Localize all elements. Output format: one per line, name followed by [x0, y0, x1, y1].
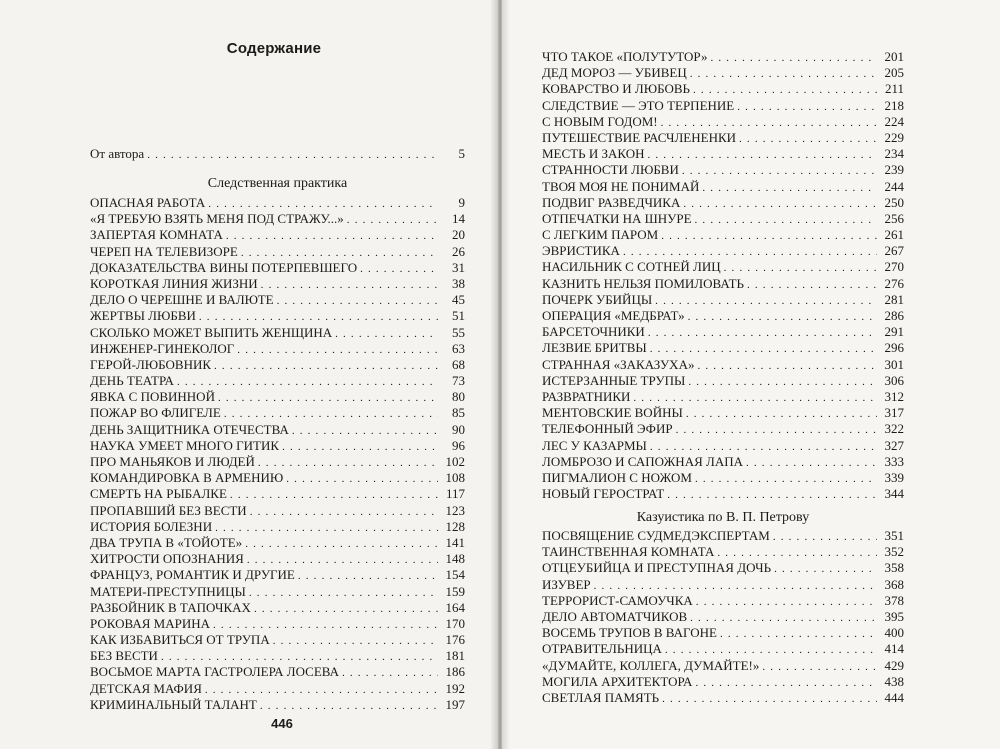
page-number: 446 [271, 716, 293, 731]
toc-entry-page: 14 [452, 211, 465, 227]
toc-entry [90, 227, 465, 243]
toc-entry-title: КОВАРСТВО И ЛЮБОВЬ [542, 81, 691, 97]
toc-leader-dots [205, 681, 438, 698]
toc-entry [90, 244, 465, 260]
toc-entry [542, 324, 904, 340]
toc-entry-page: 378 [884, 592, 904, 608]
toc-leader-dots [695, 211, 877, 228]
toc-leader-dots [693, 81, 877, 98]
toc-entry-page: 85 [452, 405, 465, 421]
toc-leader-dots [214, 357, 438, 374]
toc-entry-title: ПРОПАВШИЙ БЕЗ ВЕСТИ [90, 502, 247, 518]
toc-entry [542, 389, 904, 405]
toc-entry [542, 577, 904, 593]
toc-leader-dots [208, 195, 438, 212]
toc-leader-dots [665, 641, 877, 658]
toc-leader-dots [737, 98, 877, 115]
toc-leader-dots [695, 470, 877, 487]
toc-entry-title: ДЕД МОРОЗ — УБИВЕЦ [542, 65, 687, 81]
toc-entry-page: 96 [452, 437, 465, 453]
toc-entry-page: 306 [884, 372, 904, 388]
toc-entry-page: 327 [884, 437, 904, 453]
toc-entry-title: ПРО МАНЬЯКОВ И ЛЮДЕЙ [90, 454, 255, 469]
toc-list-casuistry [542, 528, 904, 706]
toc-entry [90, 519, 465, 535]
toc-entry [90, 211, 465, 227]
toc-entry-title: ПИГМАЛИОН С НОЖОМ [542, 469, 692, 485]
toc-leader-dots [762, 658, 877, 675]
toc-entry [90, 470, 465, 486]
toc-leader-dots [292, 422, 438, 439]
toc-entry-title: СКОЛЬКО МОЖЕТ ВЫПИТЬ ЖЕНЩИНА [90, 324, 333, 340]
toc-leader-dots [724, 259, 877, 276]
toc-entry-page: 250 [884, 194, 904, 210]
toc-leader-dots [774, 560, 877, 577]
toc-entry-page: 344 [884, 486, 904, 502]
toc-entry-title: От автора [90, 146, 145, 161]
toc-leader-dots [199, 308, 438, 325]
toc-entry-title: РОКОВАЯ МАРИНА [90, 615, 211, 631]
toc-entry [90, 389, 465, 405]
toc-leader-dots [249, 584, 438, 601]
toc-leader-dots [690, 609, 877, 626]
toc-entry [542, 560, 904, 576]
toc-entry-title: РАЗВРАТНИКИ [542, 388, 631, 404]
toc-leader-dots [676, 421, 877, 438]
toc-entry [542, 65, 904, 81]
toc-entry [542, 340, 904, 356]
toc-entry-page: 317 [884, 405, 904, 421]
toc-entry-title: ПОЖАР ВО ФЛИГЕЛЕ [90, 405, 221, 421]
toc-entry [90, 681, 465, 697]
toc-entry-title: ДЕЛО АВТОМАТЧИКОВ [542, 608, 688, 624]
toc-entry-page: 429 [884, 657, 904, 673]
toc-entry-page: 301 [884, 356, 904, 372]
toc-entry-page: 73 [452, 373, 465, 389]
toc-entry-title: ФРАНЦУЗ, РОМАНТИК И ДРУГИЕ [90, 567, 295, 583]
section-title-practice: Следственная практика [207, 176, 348, 191]
toc-entry [90, 551, 465, 567]
toc-leader-dots [342, 664, 438, 681]
toc-leader-dots [335, 325, 438, 342]
toc-entry-page: 90 [452, 421, 465, 437]
toc-entry-page: 80 [452, 389, 465, 405]
toc-entry [542, 373, 904, 389]
toc-leader-dots [258, 454, 438, 471]
toc-entry-title: ТАИНСТВЕННАЯ КОМНАТА [542, 544, 715, 560]
toc-leader-dots [650, 340, 877, 357]
toc-entry [90, 341, 465, 357]
toc-entry-title: С ЛЕГКИМ ПАРОМ [542, 227, 659, 243]
toc-entry-page: 234 [884, 146, 904, 162]
toc-entry-page: 176 [445, 632, 465, 648]
toc-entry-title: С НОВЫМ ГОДОМ! [542, 113, 658, 129]
toc-leader-dots [360, 260, 438, 277]
toc-entry-title: ПОСВЯЩЕНИЕ СУДМЕДЭКСПЕРТАМ [542, 528, 770, 543]
toc-entry-page: 296 [884, 340, 904, 356]
toc-entry-page: 244 [884, 178, 904, 194]
toc-leader-dots [720, 625, 877, 642]
toc-entry [542, 195, 904, 211]
toc-entry [90, 260, 465, 276]
toc-entry [542, 179, 904, 195]
toc-leader-dots [147, 146, 438, 163]
toc-entry-page: 286 [884, 308, 904, 323]
toc-leader-dots [710, 49, 877, 66]
toc-leader-dots [688, 308, 877, 325]
toc-entry-title: ОПЕРАЦИЯ «МЕДБРАТ» [542, 308, 685, 323]
toc-entry-page: 358 [884, 560, 904, 576]
toc-entry [542, 98, 904, 114]
toc-entry [90, 308, 465, 324]
toc-entry-page: 38 [452, 275, 465, 291]
toc-leader-dots [250, 503, 438, 520]
toc-entry-page: 170 [445, 615, 465, 631]
toc-entry-title: ТЕРРОРИСТ-САМОУЧКА [542, 592, 693, 608]
toc-entry-title: МЕНТОВСКИЕ ВОЙНЫ [542, 405, 683, 421]
toc-leader-dots [746, 454, 877, 471]
toc-entry [542, 243, 904, 259]
toc-entry-page: 205 [884, 65, 904, 81]
toc-entry-title: ПОДВИГ РАЗВЕДЧИКА [542, 194, 681, 210]
toc-entry-page: 281 [884, 291, 904, 307]
toc-leader-dots [661, 114, 877, 131]
toc-leader-dots [655, 292, 877, 309]
toc-entry [90, 503, 465, 519]
toc-entry-page: 31 [452, 259, 465, 275]
toc-entry-page: 45 [452, 292, 465, 308]
toc-entry-title: ЛЕЗВИЕ БРИТВЫ [542, 340, 647, 356]
toc-entry [90, 664, 465, 680]
toc-entry-title: ПУТЕШЕСТВИЕ РАСЧЛЕНЕНКИ [542, 129, 737, 145]
toc-entry-title: «ДУМАЙТЕ, КОЛЛЕГА, ДУМАЙТЕ!» [542, 657, 760, 673]
toc-leader-dots [286, 470, 438, 487]
toc-entry-title: КРИМИНАЛЬНЫЙ ТАЛАНТ [90, 696, 257, 712]
toc-entry-title: ОПАСНАЯ РАБОТА [90, 195, 206, 210]
toc-entry-page: 256 [884, 210, 904, 226]
toc-entry [542, 276, 904, 292]
toc-entry-page: 201 [884, 49, 904, 64]
toc-entry [542, 308, 904, 324]
toc-entry [90, 567, 465, 583]
toc-entry-title: МАТЕРИ-ПРЕСТУПНИЦЫ [90, 583, 246, 599]
toc-entry [90, 325, 465, 341]
toc-leader-dots [226, 227, 438, 244]
toc-entry [542, 641, 904, 657]
toc-entry-title: ВОСЬМОЕ МАРТА ГАСТРОЛЕРА ЛОСЕВА [90, 664, 339, 680]
toc-leader-dots [161, 648, 438, 665]
toc-entry [90, 357, 465, 373]
toc-entry-title: ГЕРОЙ-ЛЮБОВНИК [90, 356, 212, 372]
toc-entry [90, 195, 465, 211]
toc-entry [90, 584, 465, 600]
toc-leader-dots [683, 195, 877, 212]
toc-entry-title: ПОЧЕРК УБИЙЦЫ [542, 291, 653, 307]
toc-entry [90, 648, 465, 664]
toc-entry-page: 108 [445, 470, 465, 486]
intro-entry [90, 146, 465, 162]
toc-leader-dots [648, 146, 878, 163]
toc-entry-page: 267 [884, 243, 904, 259]
toc-entry-title: ДЕТСКАЯ МАФИЯ [90, 680, 202, 696]
toc-leader-dots [667, 486, 877, 503]
toc-entry [90, 616, 465, 632]
toc-leader-dots [213, 616, 438, 633]
toc-entry [542, 658, 904, 674]
toc-entry-title: ТВОЯ МОЯ НЕ ПОНИМАЙ [542, 178, 700, 194]
toc-entry [542, 146, 904, 162]
toc-list-left [90, 195, 465, 713]
toc-entry-page: 154 [445, 567, 465, 583]
contents-title: Содержание [226, 40, 322, 57]
toc-entry-page: 26 [452, 243, 465, 259]
toc-entry-page: 55 [452, 324, 465, 340]
toc-leader-dots [224, 405, 438, 422]
toc-entry [542, 593, 904, 609]
toc-entry-title: ЛОМБРОЗО И САПОЖНАЯ ЛАПА [542, 453, 743, 469]
toc-entry [542, 227, 904, 243]
toc-leader-dots [688, 373, 877, 390]
toc-entry-title: «Я ТРЕБУЮ ВЗЯТЬ МЕНЯ ПОД СТРАЖУ...» [90, 211, 344, 227]
toc-entry [542, 357, 904, 373]
toc-entry-page: 181 [445, 648, 465, 664]
toc-entry-title: ИНЖЕНЕР-ГИНЕКОЛОГ [90, 340, 235, 356]
toc-entry-title: КОРОТКАЯ ЛИНИЯ ЖИЗНИ [90, 275, 258, 291]
toc-entry-page: 229 [884, 129, 904, 145]
toc-entry [90, 454, 465, 470]
toc-entry-page: 438 [884, 673, 904, 689]
toc-entry [542, 130, 904, 146]
toc-leader-dots [623, 243, 877, 260]
toc-entry-page: 333 [884, 453, 904, 469]
toc-entry-title: СМЕРТЬ НА РЫБАЛКЕ [90, 486, 227, 502]
toc-leader-dots [298, 567, 438, 584]
toc-leader-dots [697, 357, 877, 374]
toc-leader-dots [633, 389, 877, 406]
toc-leader-dots [230, 486, 438, 503]
toc-entry-title: ВОСЕМЬ ТРУПОВ В ВАГОНЕ [542, 625, 717, 641]
toc-leader-dots [261, 276, 438, 293]
toc-entry-page: 239 [884, 162, 904, 178]
toc-entry-title: МЕСТЬ И ЗАКОН [542, 146, 645, 162]
toc-entry-page: 117 [445, 486, 465, 502]
toc-entry [90, 373, 465, 389]
toc-leader-dots [661, 227, 877, 244]
toc-entry-page: 123 [445, 502, 465, 518]
toc-leader-dots [747, 276, 877, 293]
toc-entry-page: 276 [884, 275, 904, 291]
toc-entry-page: 444 [884, 689, 904, 705]
toc-entry [542, 454, 904, 470]
toc-entry-title: ЖЕРТВЫ ЛЮБВИ [90, 308, 196, 324]
toc-entry-page: 63 [452, 340, 465, 356]
toc-entry-page: 368 [884, 576, 904, 592]
toc-entry-title: БЕЗ ВЕСТИ [90, 648, 158, 664]
toc-entry-page: 141 [445, 534, 465, 550]
toc-entry [90, 486, 465, 502]
toc-entry-page: 395 [884, 608, 904, 624]
toc-entry-page: 159 [445, 583, 465, 599]
toc-entry [90, 535, 465, 551]
toc-entry-page: 400 [884, 625, 904, 641]
toc-leader-dots [177, 373, 438, 390]
book-gutter [490, 0, 510, 749]
toc-entry-title: ЗАПЕРТАЯ КОМНАТА [90, 227, 223, 243]
toc-entry [542, 292, 904, 308]
toc-leader-dots [686, 405, 877, 422]
toc-leader-dots [273, 632, 438, 649]
toc-entry [542, 486, 904, 502]
toc-leader-dots [241, 244, 438, 261]
toc-entry-title: СТРАННОСТИ ЛЮБВИ [542, 162, 679, 178]
toc-entry [542, 49, 904, 65]
toc-entry-title: ЧЕРЕП НА ТЕЛЕВИЗОРЕ [90, 243, 238, 259]
toc-leader-dots [260, 697, 438, 714]
toc-leader-dots [594, 577, 877, 594]
toc-entry-title: ЯВКА С ПОВИННОЙ [90, 389, 215, 405]
toc-entry [542, 162, 904, 178]
toc-entry-title: ДВА ТРУПА В «ТОЙОТЕ» [90, 534, 243, 550]
toc-leader-dots [739, 130, 877, 147]
toc-entry-page: 68 [452, 356, 465, 372]
toc-entry-page: 261 [884, 227, 904, 243]
toc-entry-title: МОГИЛА АРХИТЕКТОРА [542, 673, 693, 689]
toc-leader-dots [650, 438, 877, 455]
toc-entry-title: ЧТО ТАКОЕ «ПОЛУТУТОР» [542, 49, 708, 64]
toc-entry-page: 9 [458, 195, 465, 210]
toc-leader-dots [696, 593, 877, 610]
toc-entry [542, 81, 904, 97]
toc-entry-page: 291 [884, 324, 904, 340]
toc-entry [542, 438, 904, 454]
toc-leader-dots [215, 519, 438, 536]
toc-entry-title: НАУКА УМЕЕТ МНОГО ГИТИК [90, 437, 280, 453]
toc-entry-title: ОТРАВИТЕЛЬНИЦА [542, 641, 662, 657]
toc-leader-dots [648, 324, 877, 341]
toc-entry-page: 322 [884, 421, 904, 437]
toc-leader-dots [717, 544, 877, 561]
toc-entry-title: ЛЕС У КАЗАРМЫ [542, 437, 647, 453]
toc-leader-dots [277, 292, 438, 309]
toc-entry [542, 690, 904, 706]
toc-entry [542, 528, 904, 544]
toc-leader-dots [702, 179, 877, 196]
toc-entry-title: ИСТЕРЗАННЫЕ ТРУПЫ [542, 372, 686, 388]
toc-entry [542, 470, 904, 486]
toc-entry [542, 114, 904, 130]
toc-entry [90, 405, 465, 421]
toc-entry [90, 276, 465, 292]
toc-entry-page: 51 [452, 308, 465, 324]
toc-entry-page: 352 [884, 544, 904, 560]
toc-entry [90, 697, 465, 713]
toc-entry-page: 186 [445, 664, 465, 680]
toc-leader-dots [247, 551, 438, 568]
toc-entry-title: ДЕНЬ ТЕАТРА [90, 373, 174, 389]
toc-entry-title: КОМАНДИРОВКА В АРМЕНИЮ [90, 470, 284, 486]
toc-entry-title: НАСИЛЬНИК С СОТНЕЙ ЛИЦ [542, 259, 721, 275]
toc-leader-dots [282, 438, 438, 455]
toc-entry-title: ХИТРОСТИ ОПОЗНАНИЯ [90, 551, 244, 567]
toc-entry-title: ДЕНЬ ЗАЩИТНИКА ОТЕЧЕСТВА [90, 421, 289, 437]
toc-entry [542, 544, 904, 560]
toc-leader-dots [245, 535, 438, 552]
toc-entry [90, 292, 465, 308]
toc-entry-title: ИСТОРИЯ БОЛЕЗНИ [90, 518, 213, 534]
toc-leader-dots [237, 341, 438, 358]
toc-entry-title: ТЕЛЕФОННЫЙ ЭФИР [542, 421, 673, 437]
toc-entry-title: ЭВРИСТИКА [542, 243, 620, 259]
toc-leader-dots [695, 674, 877, 691]
toc-leader-dots [662, 690, 877, 707]
toc-leader-dots [347, 211, 438, 228]
toc-entry [542, 625, 904, 641]
toc-entry [90, 632, 465, 648]
toc-entry-title: НОВЫЙ ГЕРОСТРАТ [542, 486, 665, 502]
toc-entry-page: 414 [884, 641, 904, 657]
toc-leader-dots [218, 389, 438, 406]
toc-entry-page: 20 [452, 227, 465, 243]
toc-entry-page: 192 [445, 680, 465, 696]
toc-entry-title: СВЕТЛАЯ ПАМЯТЬ [542, 689, 660, 705]
toc-entry-title: ОТПЕЧАТКИ НА ШНУРЕ [542, 210, 692, 226]
toc-leader-dots [254, 600, 438, 617]
toc-entry-title: СТРАННАЯ «ЗАКАЗУХА» [542, 356, 695, 372]
toc-leader-dots [773, 528, 877, 545]
toc-entry-page: 197 [445, 696, 465, 712]
toc-entry-page: 339 [884, 469, 904, 485]
toc-entry-title: ОТЦЕУБИЙЦА И ПРЕСТУПНАЯ ДОЧЬ [542, 560, 772, 576]
toc-entry-title: РАЗБОЙНИК В ТАПОЧКАХ [90, 599, 251, 615]
toc-entry-title: КАК ИЗБАВИТЬСЯ ОТ ТРУПА [90, 632, 270, 648]
toc-entry-page: 312 [884, 388, 904, 404]
toc-entry-page: 128 [445, 518, 465, 534]
toc-entry [90, 600, 465, 616]
toc-entry-title: КАЗНИТЬ НЕЛЬЗЯ ПОМИЛОВАТЬ [542, 275, 744, 291]
toc-entry [90, 438, 465, 454]
toc-entry-title: ДЕЛО О ЧЕРЕШНЕ И ВАЛЮТЕ [90, 292, 274, 308]
toc-entry-page: 224 [884, 113, 904, 129]
toc-entry-title: БАРСЕТОЧНИКИ [542, 324, 645, 340]
toc-entry [542, 259, 904, 275]
toc-entry-page: 270 [884, 259, 904, 275]
toc-entry-page: 218 [884, 97, 904, 113]
toc-entry-page: 211 [884, 81, 904, 97]
toc-entry-title: ИЗУВЕР [542, 576, 591, 592]
toc-entry-intro [90, 146, 465, 162]
toc-entry [542, 609, 904, 625]
toc-entry [542, 211, 904, 227]
toc-entry [542, 674, 904, 690]
toc-entry-page: 351 [884, 528, 904, 543]
toc-entry-title: ДОКАЗАТЕЛЬСТВА ВИНЫ ПОТЕРПЕВШЕГО [90, 259, 358, 275]
toc-entry [542, 421, 904, 437]
toc-entry [542, 405, 904, 421]
toc-leader-dots [690, 65, 877, 82]
toc-list-right [542, 49, 904, 502]
toc-entry [90, 422, 465, 438]
toc-entry-page: 148 [445, 551, 465, 567]
toc-leader-dots [682, 162, 877, 179]
toc-entry-title: СЛЕДСТВИЕ — ЭТО ТЕРПЕНИЕ [542, 97, 735, 113]
toc-entry-page: 164 [445, 599, 465, 615]
toc-entry-page: 5 [458, 146, 465, 161]
section-title-casuistry: Казуистика по В. П. Петрову [636, 510, 810, 525]
toc-entry-page: 102 [445, 454, 465, 469]
